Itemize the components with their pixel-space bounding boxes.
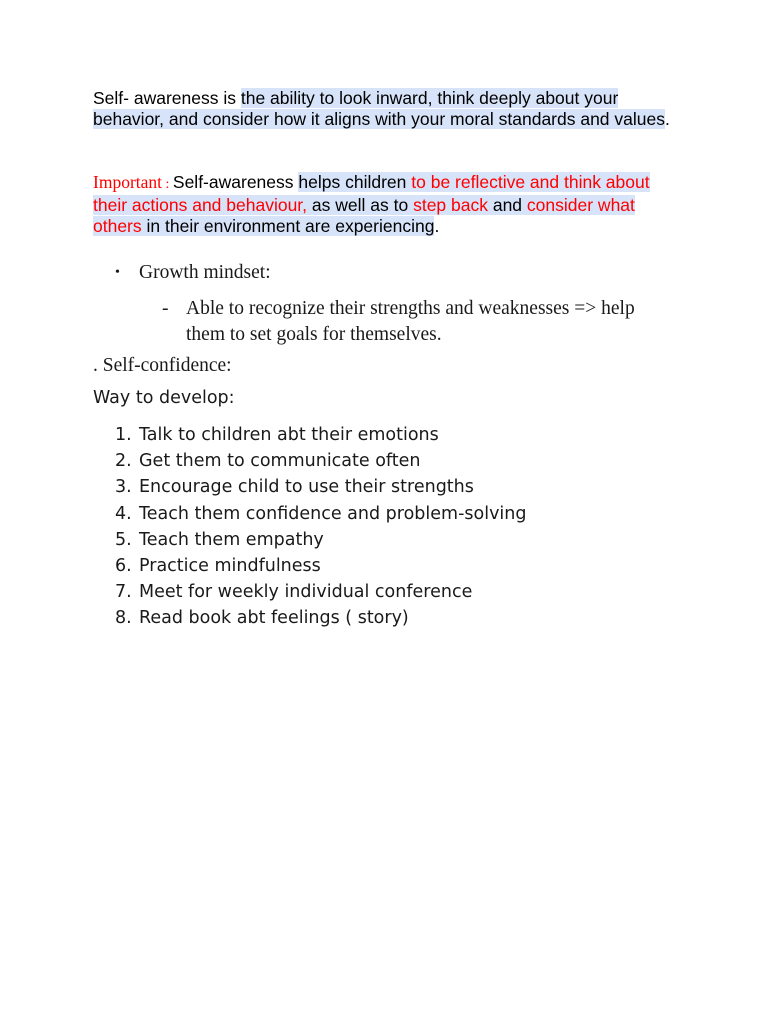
list-item-number: 8.	[115, 608, 132, 629]
note-segment-5: step back	[413, 195, 488, 215]
list-item	[115, 474, 527, 500]
list-item-text: Read book abt feelings ( story)	[139, 608, 409, 629]
note-segment-3: to be reflective and think about their actions and behaviour,	[93, 172, 650, 215]
list-item-number: 7.	[115, 582, 132, 603]
bullet-marker: •	[115, 265, 120, 280]
important-label-text: Important	[93, 172, 163, 192]
list-item-number: 5.	[115, 529, 132, 550]
important-label	[93, 172, 173, 192]
list-item	[115, 605, 527, 631]
list-item-text: Practice mindfulness	[139, 555, 321, 576]
bullet-text: Growth mindset:	[139, 262, 271, 283]
list-item	[115, 501, 527, 527]
sub-item-text: Able to recognize their strengths and weaknesses => help them to set goals for themselves.	[186, 298, 635, 345]
list-item-text: Meet for weekly individual conference	[139, 582, 473, 603]
note-segment-8: in their environment are experiencing	[141, 216, 435, 236]
list-item	[115, 527, 527, 553]
list-item-number: 4.	[115, 503, 132, 524]
note-segment-2: helps children	[298, 172, 412, 192]
list-item-text: Teach them empathy	[139, 529, 324, 550]
list-item-text: Encourage child to use their strengths	[139, 477, 474, 498]
development-steps-list	[115, 422, 527, 632]
note-segment-7: consider what others	[93, 195, 635, 236]
important-note	[93, 172, 683, 237]
important-colon: :	[162, 177, 173, 192]
list-item	[115, 448, 527, 474]
list-item	[115, 579, 527, 605]
bullet-growth-mindset	[115, 262, 271, 284]
list-item-text: Teach them confidence and problem-solving	[139, 503, 527, 524]
note-segment-4: as well as to	[307, 195, 414, 215]
dash-marker: -	[162, 298, 169, 319]
sub-item-strengths	[162, 296, 662, 348]
list-item-number: 3.	[115, 477, 132, 498]
list-item	[115, 422, 527, 448]
definition-tail: .	[665, 109, 670, 129]
list-item-number: 2.	[115, 451, 132, 472]
list-item-number: 1.	[115, 425, 132, 445]
note-segment-6: and	[487, 195, 527, 215]
list-item-number: 6.	[115, 555, 132, 576]
self-confidence-heading: . Self-confidence:	[93, 355, 232, 376]
way-to-develop-heading: Way to develop:	[93, 388, 235, 408]
list-item-text: Talk to children abt their emotions	[139, 425, 439, 445]
note-segment-9: .	[434, 216, 440, 236]
list-item-text: Get them to communicate often	[139, 451, 421, 472]
definition-lead: Self- awareness is	[93, 88, 241, 108]
note-segment-1: Self-awareness	[172, 172, 299, 192]
self-awareness-definition	[93, 88, 683, 130]
definition-highlight: the ability to look inward, think deeply about your behavior, and consider how it aligns with your moral standards and values	[93, 88, 665, 129]
list-item	[115, 553, 527, 579]
